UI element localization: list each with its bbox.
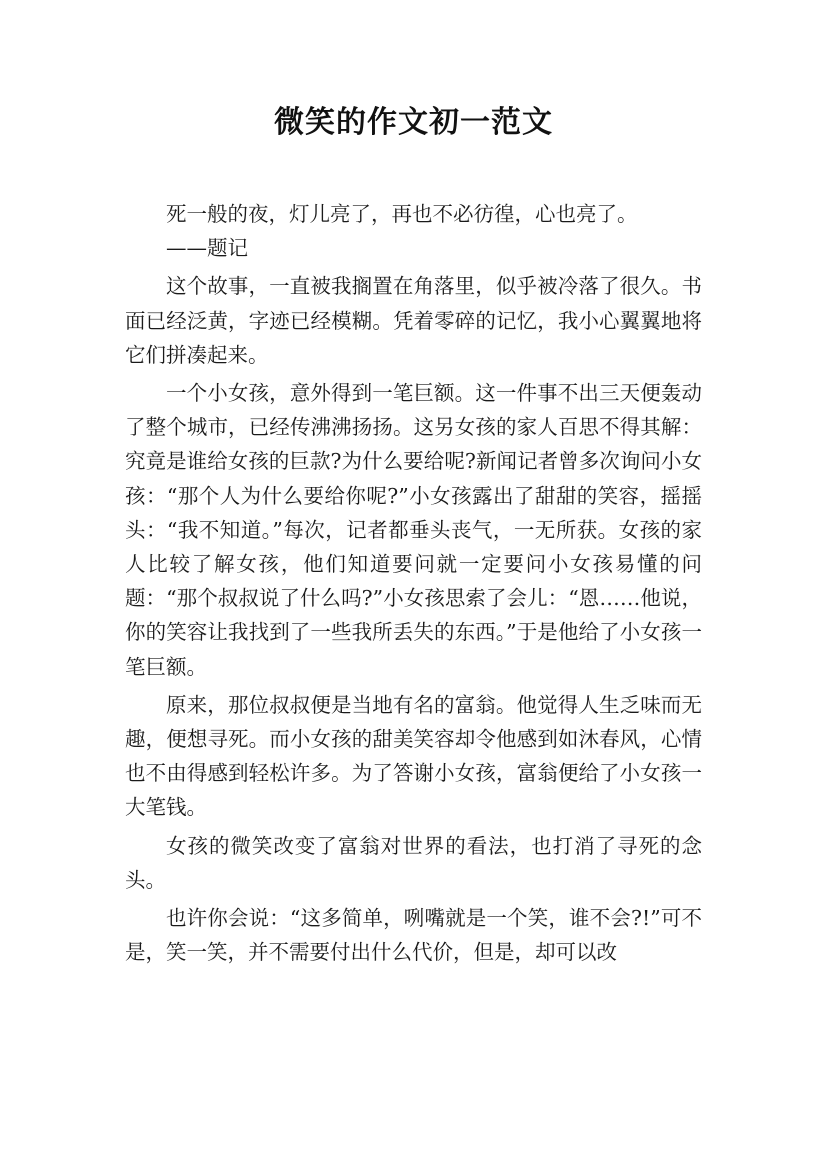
epigraph-attribution: ——题记 bbox=[166, 236, 248, 261]
document-body bbox=[125, 197, 702, 969]
body-paragraph: 这个故事，一直被我搁置在角落里，似乎被冷落了很久。书面已经泛黄，字迹已经模糊。凭着零碎的记忆，我小心翼翼地将它们拼凑起来。 bbox=[125, 274, 702, 367]
epigraph-line: 死一般的夜，灯儿亮了，再也不必彷徨，心也亮了。 bbox=[166, 202, 638, 226]
body-paragraph: 一个小女孩，意外得到一笔巨额。这一件事不出三天便轰动了整个城市，已经传沸沸扬扬。这另女孩的家人百思不得其解：究竟是谁给女孩的巨款?为什么要给呢?新闻记者曾多次询问小女孩：“那个人为什么要给你呢?”小女孩露出了甜甜的笑容，摇摇头：“我不知道。”每次，记者都垂头丧气，一无所获。女孩的家人比较了解女孩，他们知道要问就一定要问小女孩易懂的问题：“那个叔叔说了什么吗?”小女孩思索了会儿：“恩……他说，你的笑容让我找到了一些我所丢失的东西。”于是他给了小女孩一笔巨额。 bbox=[125, 381, 702, 679]
body-paragraph: 也许你会说：“这多简单，咧嘴就是一个笑，谁不会?!”可不是，笑一笑，并不需要付出什么代价，但是，却可以改 bbox=[125, 906, 702, 965]
document-title: 微笑的作文初一范文 bbox=[274, 105, 553, 140]
body-paragraph: 女孩的微笑改变了富翁对世界的看法，也打消了寻死的念头。 bbox=[125, 833, 702, 892]
body-paragraph: 原来，那位叔叔便是当地有名的富翁。他觉得人生乏味而无趣，便想寻死。而小女孩的甜美笑容却令他感到如沐春风，心情也不由得感到轻松许多。为了答谢小女孩，富翁便给了小女孩一大笔钱。 bbox=[125, 692, 702, 820]
